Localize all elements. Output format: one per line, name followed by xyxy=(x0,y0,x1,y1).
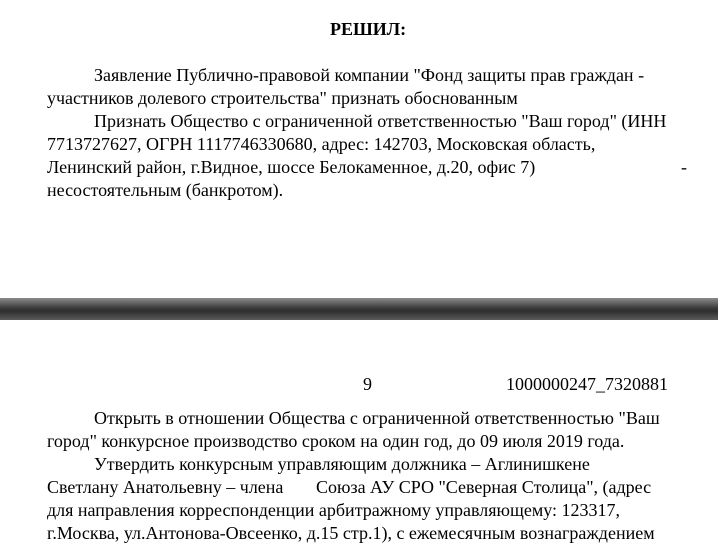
paragraph-bankrupt-line-3: Ленинский район, г.Видное, шоссе Белокаменное, д.20, офис 7) xyxy=(47,157,536,177)
paragraph-proceedings-line-2: город" конкурсное производство сроком на один год, до 09 июля 2019 года. xyxy=(47,431,625,451)
page-separator xyxy=(0,298,718,320)
paragraph-bankrupt-line-2: 7713727627, ОГРН 1117746330680, адрес: 142703, Московская область, xyxy=(47,134,596,154)
paragraph-manager-line-1: Утвердить конкурсным управляющим должника – Аглинишкене xyxy=(94,454,590,474)
paragraph-application-line-2: участников долевого строительства" признать обоснованным xyxy=(47,88,518,108)
document-id: 1000000247_7320881 xyxy=(506,374,668,394)
paragraph-manager-line-2a: Светлану Анатольевну – члена xyxy=(47,477,284,497)
page-number: 9 xyxy=(363,374,372,394)
paragraph-manager-line-2b: Союза АУ СРО "Северная Столица", (адрес xyxy=(316,477,652,497)
paragraph-application-line-1: Заявление Публично-правовой компании "Фонд защиты прав граждан - xyxy=(94,65,645,85)
decision-heading: РЕШИЛ: xyxy=(330,19,407,39)
paragraph-bankrupt-line-1: Признать Общество с ограниченной ответственностью "Ваш город" (ИНН xyxy=(94,111,667,131)
paragraph-manager-line-3: для направления корреспонденции арбитражному управляющему: 123317, xyxy=(47,500,620,520)
paragraph-manager-line-4: г.Москва, ул.Антонова-Овсеенко, д.15 стр.1), с ежемесячным вознаграждением xyxy=(47,523,655,543)
paragraph-bankrupt-dash: - xyxy=(681,157,687,177)
document-page-lower xyxy=(0,320,718,542)
paragraph-bankrupt-line-4: несостоятельным (банкротом). xyxy=(47,180,284,200)
paragraph-proceedings-line-1: Открыть в отношении Общества с ограниченной ответственностью "Ваш xyxy=(94,408,660,428)
